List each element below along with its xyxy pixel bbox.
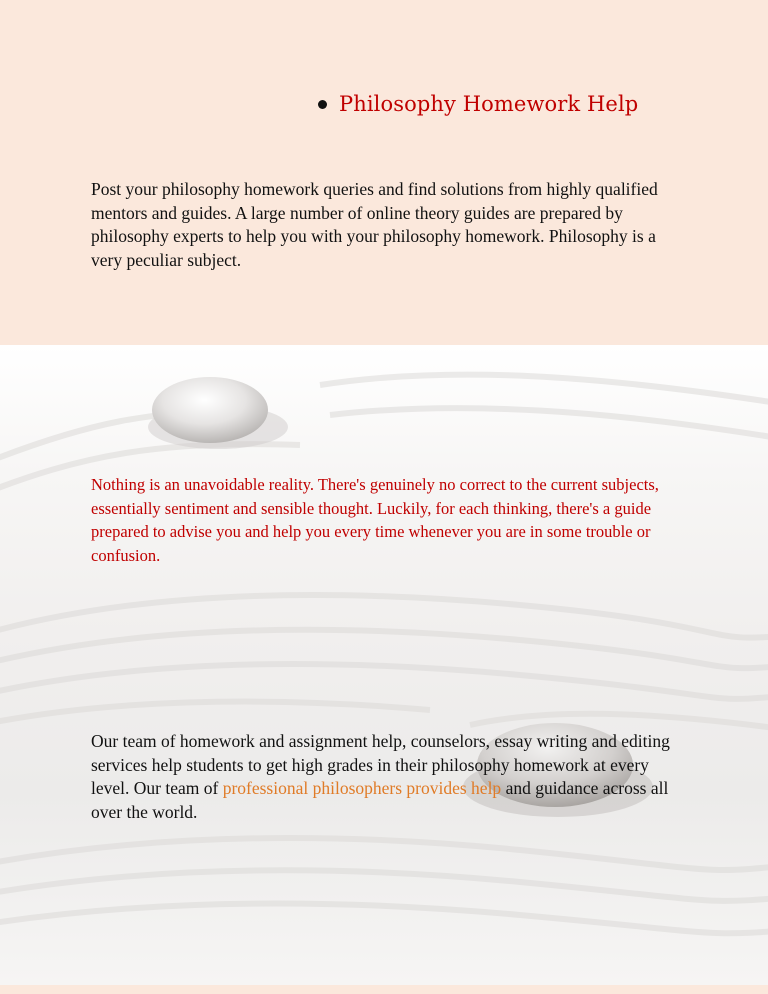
- team-text-before: Our team of homework and assignment help, counselors, essay writing and editing services help students to get high grades in their philosophy homework at every level. Our team of: [91, 731, 670, 798]
- zen-garden-background: [0, 345, 768, 985]
- header-band: [0, 0, 768, 345]
- intro-paragraph: Post your philosophy homework queries and find solutions from highly qualified mentors and guides. A large number of online theory guides are prepared by philosophy experts to help you with your philosophy homework. Philosophy is a very peculiar subject.: [91, 179, 658, 270]
- zen-sand-ripples-image: [0, 345, 768, 985]
- team-paragraph: [91, 730, 691, 824]
- professional-philosophers-link[interactable]: professional philosophers provides help: [222, 778, 502, 798]
- footer-band: [0, 985, 768, 994]
- bullet-icon: [318, 100, 327, 109]
- team-text-after: and guidance across all over the world.: [91, 778, 669, 822]
- highlight-paragraph: Nothing is an unavoidable reality. There's genuinely no correct to the current subjects, essentially sentiment and sensible thought. Luckily, for each thinking, there's a guide prepared to advise you and help you every time whenever you are in some trouble or confusion.: [91, 475, 659, 565]
- page-heading: [318, 92, 638, 116]
- heading-title: Philosophy Homework Help: [339, 92, 639, 116]
